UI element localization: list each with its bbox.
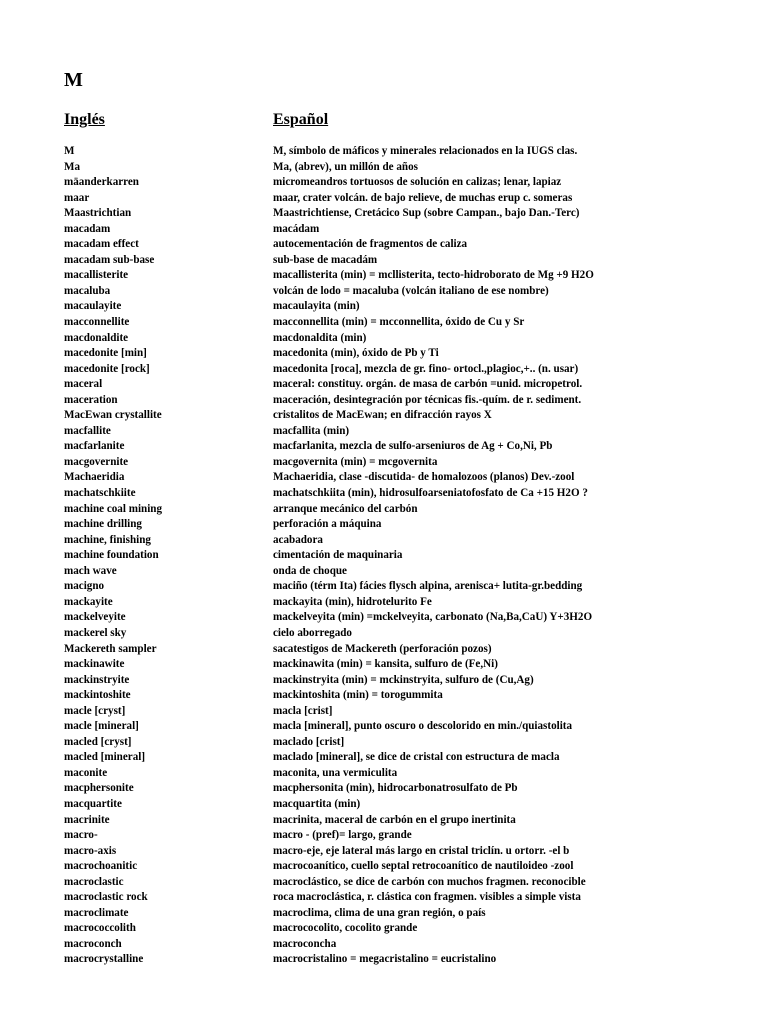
spanish-translation: macroconcha: [273, 937, 337, 950]
english-term: macfarlanite: [64, 440, 125, 453]
entry-row: [0, 735, 768, 751]
spanish-translation: Ma, (abrev), un millón de años: [273, 160, 418, 173]
entry-row: [0, 377, 768, 393]
spanish-translation: macaulayita (min): [273, 300, 360, 313]
entry-row: [0, 906, 768, 922]
entry-row: [0, 408, 768, 424]
spanish-translation: mackinawita (min) = kansita, sulfuro de (Fe,Ni): [273, 658, 498, 671]
entry-row: [0, 268, 768, 284]
entry-row: [0, 533, 768, 549]
entry-row: [0, 610, 768, 626]
spanish-translation: maar, crater volcán. de bajo relieve, de muchas erup c. someras: [273, 191, 573, 204]
entry-row: [0, 579, 768, 595]
entry-row: [0, 237, 768, 253]
english-term: macaluba: [64, 284, 111, 297]
entry-row: [0, 144, 768, 160]
spanish-translation: macphersonita (min), hidrocarbonatrosulfato de Pb: [273, 782, 518, 795]
entry-row: [0, 952, 768, 968]
english-term: macquartite: [64, 797, 122, 810]
spanish-translation: macedonita (min), óxido de Pb y Ti: [273, 347, 439, 360]
english-term: macdonaldite: [64, 331, 129, 344]
spanish-translation: macla [mineral], punto oscuro o descolorido en min./quiastolita: [273, 720, 573, 733]
english-term: macrococcolith: [64, 922, 136, 935]
english-term: mackelveyite: [64, 611, 126, 624]
spanish-translation: macrocoanítico, cuello septal retrocoanítico de nautiloideo -zool: [273, 860, 574, 873]
entry-row: [0, 424, 768, 440]
spanish-translation: mackintoshita (min) = torogummita: [273, 689, 443, 702]
entry-row: [0, 455, 768, 471]
english-term: macro-: [64, 829, 98, 842]
english-term: machine drilling: [64, 518, 142, 531]
english-term: macgovernite: [64, 455, 129, 468]
spanish-translation: Maastrichtiense, Cretácico Sup (sobre Campan., bajo Dan.-Terc): [273, 207, 580, 220]
english-term: macrochoanitic: [64, 860, 138, 873]
spanish-translation: acabadora: [273, 533, 323, 546]
english-term: macadam effect: [64, 238, 139, 251]
spanish-translation: volcán de lodo = macaluba (volcán italiano de ese nombre): [273, 284, 549, 297]
english-term: machatschkiite: [64, 487, 136, 500]
english-term: macadam sub-base: [64, 253, 155, 266]
entry-row: [0, 766, 768, 782]
spanish-translation: cimentación de maquinaria: [273, 549, 403, 562]
entry-row: [0, 253, 768, 269]
spanish-translation: cielo aborregado: [273, 626, 352, 639]
spanish-translation: macallisterita (min) = mcllisterita, tecto-hidroborato de Mg +9 H2O: [273, 269, 594, 282]
spanish-translation: macfarlanita, mezcla de sulfo-arseniuros de Ag + Co,Ni, Pb: [273, 440, 553, 453]
spanish-translation: macroclástico, se dice de carbón con muchos fragmen. reconocible: [273, 875, 586, 888]
spanish-translation: maciño (térm Ita) fácies flysch alpina, arenisca+ lutita-gr.bedding: [273, 580, 583, 593]
entry-row: [0, 346, 768, 362]
spanish-translation: macfallita (min): [273, 424, 350, 437]
entry-row: [0, 595, 768, 611]
entry-row: [0, 813, 768, 829]
spanish-translation: onda de choque: [273, 564, 347, 577]
entry-row: [0, 937, 768, 953]
entry-row: [0, 844, 768, 860]
entry-row: [0, 470, 768, 486]
english-term: machine, finishing: [64, 533, 151, 546]
english-term: MacEwan crystallite: [64, 409, 162, 422]
entry-row: [0, 750, 768, 766]
spanish-translation: macgovernita (min) = mcgovernita: [273, 455, 438, 468]
english-term: macled [mineral]: [64, 751, 146, 764]
english-term: macle [cryst]: [64, 704, 126, 717]
entry-row: [0, 688, 768, 704]
entry-row: [0, 331, 768, 347]
spanish-translation: sub-base de macadám: [273, 253, 378, 266]
entry-row: [0, 206, 768, 222]
entry-list: [0, 144, 768, 968]
entry-row: [0, 315, 768, 331]
spanish-translation: macedonita [roca], mezcla de gr. fino- ortocl.,plagioc,+.. (n. usar): [273, 362, 579, 375]
english-term: mäanderkarren: [64, 176, 139, 189]
entry-row: [0, 875, 768, 891]
entry-row: [0, 890, 768, 906]
entry-row: [0, 828, 768, 844]
spanish-translation: macrinita, maceral de carbón en el grupo inertinita: [273, 813, 516, 826]
entry-row: [0, 486, 768, 502]
english-term: maconite: [64, 766, 108, 779]
english-term: macallisterite: [64, 269, 129, 282]
spanish-translation: Machaeridia, clase -discutida- de homalozoos (planos) Dev.-zool: [273, 471, 575, 484]
english-term: M: [64, 145, 75, 157]
spanish-translation: roca macroclástica, r. clástica con fragmen. visibles a simple vista: [273, 891, 581, 904]
section-letter: M: [64, 69, 83, 91]
entry-row: [0, 548, 768, 564]
entry-row: [0, 362, 768, 378]
english-term: machine foundation: [64, 549, 159, 562]
english-term: mackinstryite: [64, 673, 130, 686]
spanish-translation: macdonaldita (min): [273, 331, 367, 344]
entry-row: [0, 859, 768, 875]
entry-row: [0, 719, 768, 735]
spanish-translation: perforación a máquina: [273, 518, 382, 531]
english-term: macroclastic: [64, 875, 124, 888]
spanish-translation: maclado [crist]: [273, 735, 345, 748]
entry-row: [0, 191, 768, 207]
spanish-translation: macrocristalino = megacristalino = eucristalino: [273, 953, 497, 966]
english-term: macphersonite: [64, 782, 134, 795]
spanish-translation: maceral: constituy. orgán. de masa de carbón =unid. micropetrol.: [273, 378, 583, 391]
spanish-translation: maconita, una vermiculita: [273, 766, 398, 779]
spanish-translation: machatschkiita (min), hidrosulfoarseniatofosfato de Ca +15 H2O ?: [273, 487, 588, 500]
english-term: mackintoshite: [64, 689, 131, 702]
english-term: macigno: [64, 580, 105, 593]
english-term: Maastrichtian: [64, 207, 132, 220]
english-term: machine coal mining: [64, 502, 162, 515]
spanish-translation: macla [crist]: [273, 704, 333, 717]
english-term: macedonite [min]: [64, 347, 147, 360]
english-term: Ma: [64, 160, 81, 173]
english-term: maceral: [64, 378, 103, 391]
entry-row: [0, 564, 768, 580]
spanish-translation: macroclima, clima de una gran región, o país: [273, 906, 486, 919]
entry-row: [0, 299, 768, 315]
spanish-translation: maceración, desintegración por técnicas fis.-quím. de r. sediment.: [273, 393, 582, 406]
english-term: macconnellite: [64, 316, 130, 329]
spanish-translation: M, símbolo de máficos y minerales relacionados en la IUGS clas.: [273, 145, 578, 157]
english-term: mach wave: [64, 564, 117, 577]
english-column-header: Inglés: [64, 111, 105, 128]
entry-row: [0, 657, 768, 673]
entry-row: [0, 160, 768, 176]
english-term: macfallite: [64, 424, 111, 437]
spanish-translation: macro - (pref)= largo, grande: [273, 829, 412, 842]
english-term: mackerel sky: [64, 626, 127, 639]
spanish-translation: mackinstryita (min) = mckinstryita, sulfuro de (Cu,Ag): [273, 673, 534, 686]
entry-row: [0, 222, 768, 238]
entry-row: [0, 439, 768, 455]
english-term: mackayite: [64, 595, 113, 608]
spanish-translation: sacatestigos de Mackereth (perforación pozos): [273, 642, 492, 655]
spanish-translation: macro-eje, eje lateral más largo en cristal triclín. u ortorr. -el b: [273, 844, 570, 857]
english-term: macrinite: [64, 813, 110, 826]
entry-row: [0, 626, 768, 642]
spanish-translation: macrococolito, cocolito grande: [273, 922, 418, 935]
entry-row: [0, 921, 768, 937]
entry-row: [0, 393, 768, 409]
english-term: maceration: [64, 393, 118, 406]
entry-row: [0, 781, 768, 797]
english-term: macle [mineral]: [64, 720, 139, 733]
english-term: macadam: [64, 222, 111, 235]
spanish-column-header: Español: [273, 111, 329, 128]
spanish-translation: cristalitos de MacEwan; en difracción rayos X: [273, 409, 492, 422]
entry-row: [0, 797, 768, 813]
spanish-translation: macconnellita (min) = mcconnellita, óxido de Cu y Sr: [273, 316, 525, 329]
entry-row: [0, 502, 768, 518]
entry-row: [0, 284, 768, 300]
english-term: mackinawite: [64, 658, 125, 671]
english-term: Machaeridia: [64, 471, 125, 484]
entry-row: [0, 175, 768, 191]
entry-row: [0, 642, 768, 658]
spanish-translation: mackelveyita (min) =mckelveyita, carbonato (Na,Ba,CaU) Y+3H2O: [273, 611, 593, 624]
spanish-translation: macádam: [273, 222, 320, 235]
entry-row: [0, 673, 768, 689]
spanish-translation: mackayita (min), hidrotelurito Fe: [273, 595, 432, 608]
english-term: macroconch: [64, 937, 122, 950]
english-term: macroclimate: [64, 906, 129, 919]
english-term: macled [cryst]: [64, 735, 132, 748]
english-term: macroclastic rock: [64, 891, 148, 904]
english-term: macro-axis: [64, 844, 117, 857]
entry-row: [0, 704, 768, 720]
english-term: macaulayite: [64, 300, 122, 313]
spanish-translation: macquartita (min): [273, 797, 361, 810]
english-term: maar: [64, 191, 90, 204]
english-term: macedonite [rock]: [64, 362, 150, 375]
english-term: Mackereth sampler: [64, 642, 157, 655]
english-term: macrocrystalline: [64, 953, 144, 966]
entry-row: [0, 517, 768, 533]
spanish-translation: arranque mecánico del carbón: [273, 502, 418, 515]
spanish-translation: micromeandros tortuosos de solución en calizas; lenar, lapiaz: [273, 176, 562, 189]
spanish-translation: autocementación de fragmentos de caliza: [273, 238, 468, 251]
spanish-translation: maclado [mineral], se dice de cristal con estructura de macla: [273, 751, 560, 764]
